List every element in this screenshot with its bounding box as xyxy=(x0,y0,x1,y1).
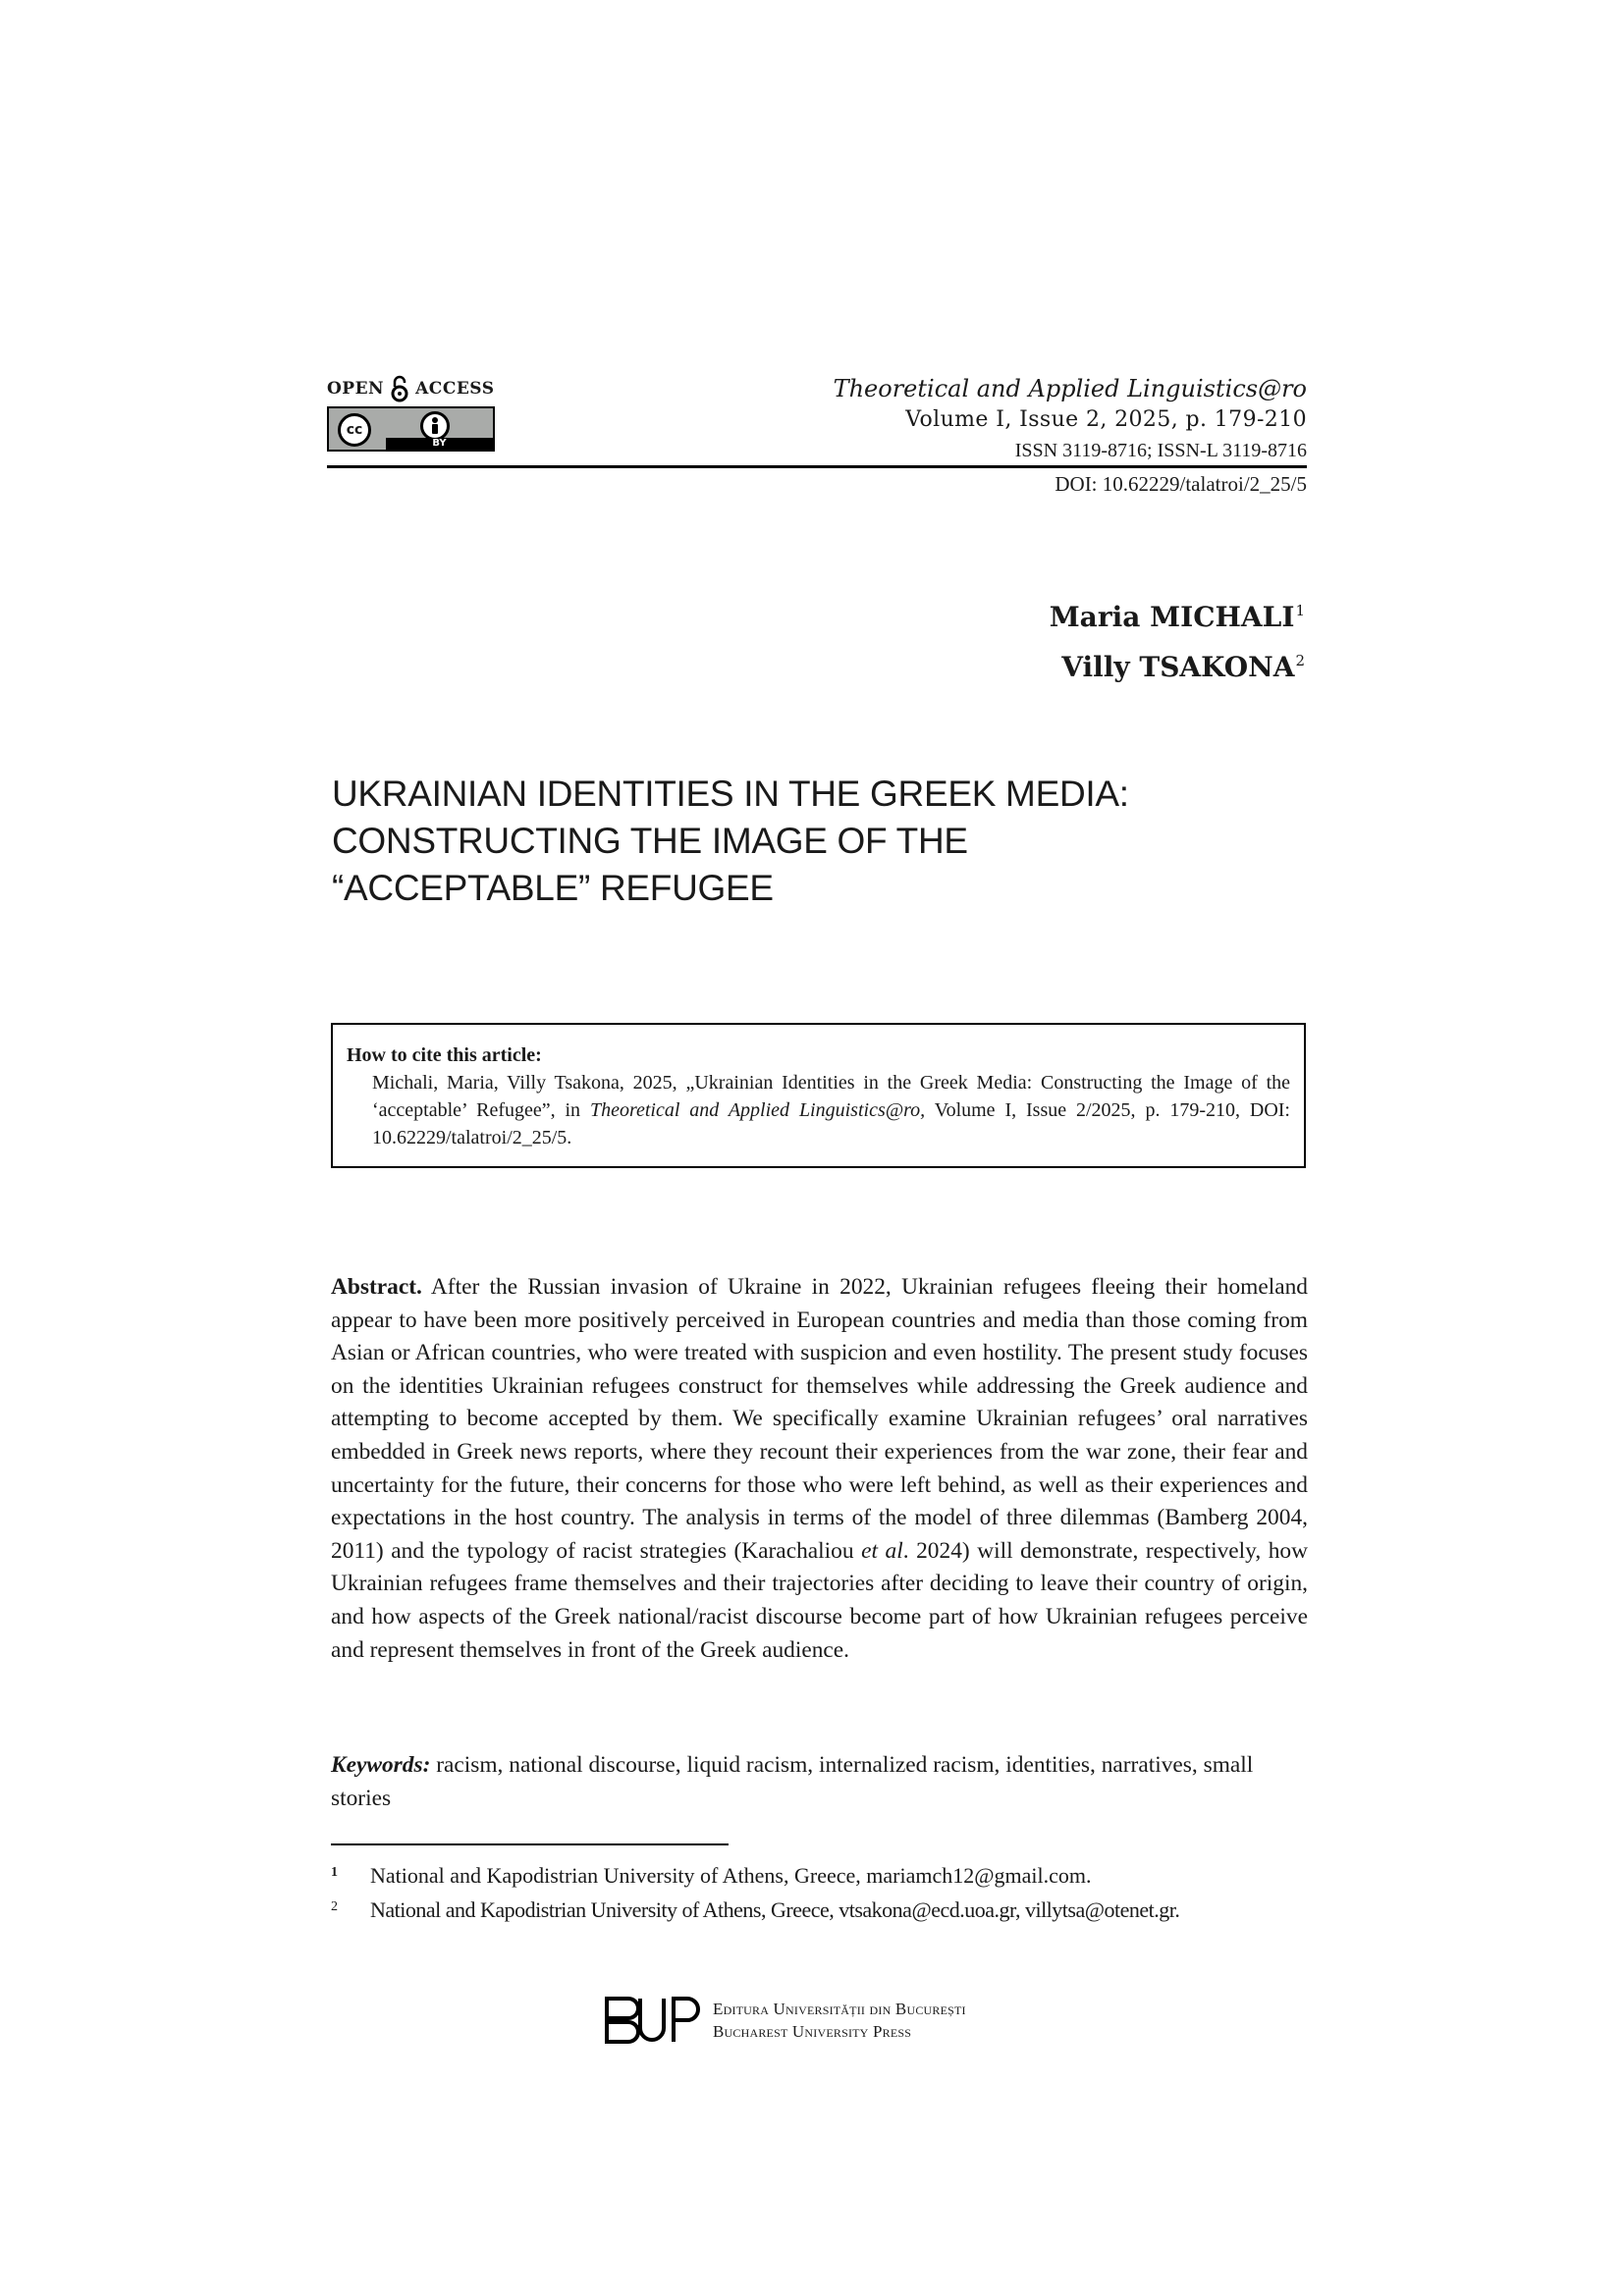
author-1 xyxy=(1050,589,1305,639)
title-line: CONSTRUCTING THE IMAGE OF THE xyxy=(332,821,968,861)
abstract-text: . 2024) will demonstrate, respectively, how Ukrainian refugees frame themselves and their trajectories after deciding to leave their country of origin, and how aspects of the Greek national/racist discourse become part of how Ukrainian refugees perceive and represent themselves in front of the Greek audience. xyxy=(331,1537,1308,1663)
header-divider xyxy=(327,465,1307,468)
open-access-label xyxy=(327,375,497,402)
keywords-label: Keywords: xyxy=(331,1752,431,1778)
attribution-person-icon xyxy=(420,411,450,441)
title-line: UKRAINIAN IDENTITIES IN THE GREEK MEDIA: xyxy=(332,774,1129,814)
open-lock-icon xyxy=(389,375,410,402)
citation-text-part: Michali, Maria, Villy Tsakona, 2025, „Ukrainian Identities in the Greek Media: Constructing the Image of the ‘acceptable’ Refugee”, in xyxy=(372,1072,1290,1121)
journal-title: Theoretical and Applied Linguistics@ro xyxy=(833,375,1307,402)
cc-by-license-badge[interactable] xyxy=(327,406,495,452)
cc-icon: cc xyxy=(338,413,371,447)
footnote-text: National and Kapodistrian University of Athens, Greece, mariamch12@gmail.com. xyxy=(370,1863,1092,1888)
citation-text-part: Volume I, Issue 2/2025, p. 179-210, DOI: 10.62229/talatroi/2_25/5. xyxy=(372,1099,1290,1148)
publisher-name xyxy=(713,1998,966,2043)
open-access-text-right: ACCESS xyxy=(415,379,495,399)
author-name: Maria MICHALI xyxy=(1049,601,1295,633)
author-name: Villy TSAKONA xyxy=(1061,651,1295,683)
article-doi[interactable]: DOI: 10.62229/talatroi/2_25/5 xyxy=(1055,472,1307,496)
article-title xyxy=(332,771,1314,912)
journal-issn: ISSN 3119-8716; ISSN-L 3119-8716 xyxy=(1014,440,1307,461)
publisher-logo-icon xyxy=(603,1995,701,2046)
footnote-number: 1 xyxy=(331,1865,338,1880)
keywords-text: racism, national discourse, liquid racism, internalized racism, identities, narratives, small stories xyxy=(331,1752,1254,1811)
footnote-2 xyxy=(331,1893,1313,1925)
title-line: “ACCEPTABLE” REFUGEE xyxy=(332,868,774,908)
open-access-badge xyxy=(327,375,497,452)
footnote-marker[interactable]: 1 xyxy=(1295,602,1305,619)
footnote-1 xyxy=(331,1858,1313,1891)
by-label: BY xyxy=(386,438,493,450)
abstract-et-al: et al xyxy=(861,1537,903,1564)
citation-text xyxy=(347,1069,1290,1151)
abstract-label: Abstract. xyxy=(331,1274,422,1300)
publisher-line-2: Bucharest University Press xyxy=(713,2022,912,2041)
citation-journal: Theoretical and Applied Linguistics@ro, xyxy=(589,1099,926,1121)
keywords xyxy=(331,1749,1308,1815)
open-access-text-left: OPEN xyxy=(327,379,385,399)
author-list xyxy=(1050,589,1305,689)
publisher-line-1: Editura Universității din București xyxy=(713,2000,966,2018)
footnote-marker[interactable]: 2 xyxy=(1295,652,1305,669)
journal-info xyxy=(834,373,1307,465)
footnote-divider xyxy=(331,1843,729,1845)
abstract xyxy=(331,1271,1308,1667)
footnote-text: National and Kapodistrian University of Athens, Greece, vtsakona@ecd.uoa.gr, villytsa@otenet.gr. xyxy=(370,1897,1180,1922)
citation-box xyxy=(331,1023,1306,1168)
publisher-footer xyxy=(603,1995,966,2046)
citation-label: How to cite this article: xyxy=(347,1044,542,1066)
abstract-text: After the Russian invasion of Ukraine in 2022, Ukrainian refugees fleeing their homeland appear to have been more positively perceived in European countries and media than those coming from Asian or African countries, who were treated with suspicion and even hostility. The present study focuses on the identities Ukrainian refugees construct for themselves while addressing the Greek audience and attempting to become accepted by them. We specifically examine Ukrainian refugees’ oral narratives embedded in Greek news reports, where they recount their experiences from the war zone, their fear and uncertainty for the future, their concerns for those who were left behind, as well as their experiences and expectations in the host country. The analysis in terms of the model of three dilemmas (Bamberg 2004, 2011) and the typology of racist strategies (Karachaliou xyxy=(331,1274,1308,1564)
author-2 xyxy=(1050,639,1305,689)
footnote-number: 2 xyxy=(331,1899,338,1914)
journal-volume: Volume I, Issue 2, 2025, p. 179-210 xyxy=(905,407,1307,432)
